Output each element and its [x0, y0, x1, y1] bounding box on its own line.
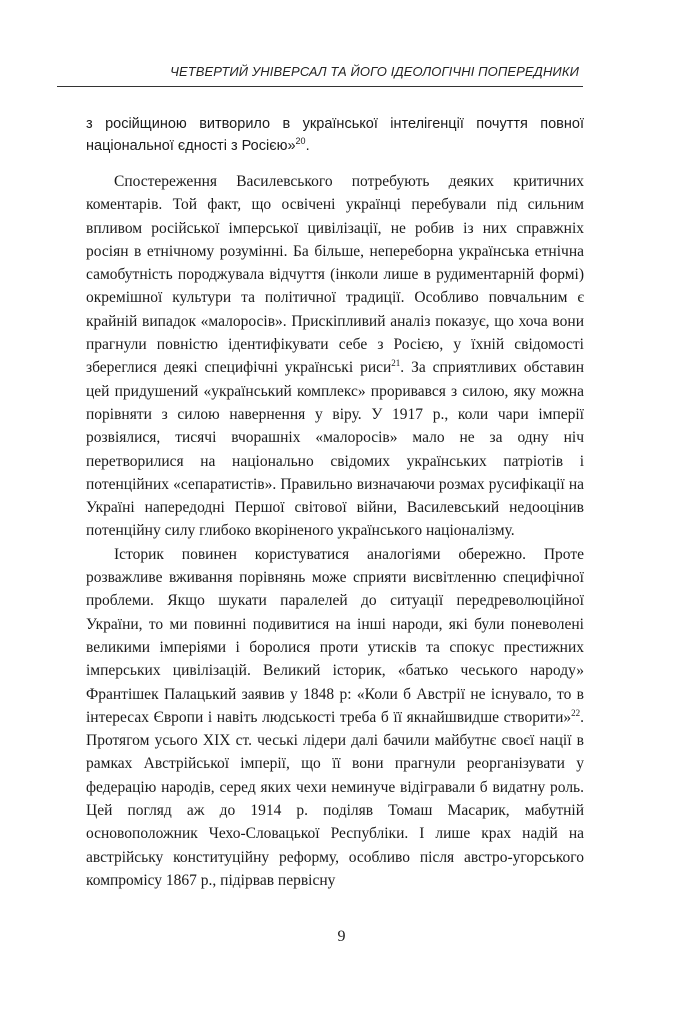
footnote-ref-22: 22 — [571, 707, 581, 718]
paragraph-2 — [86, 543, 584, 892]
paragraph-1-part-2: . За сприятливих обставин цей придушений «український комплекс» проривався з силою, яку можна порівняти з силою навернення у віру. У 1917 р., коли чари імперії розвіялися, тисячі вчорашніх «малоросів» мало не за одну ніч перетворилися на національно свідомих українських патріотів і потенційних «сепаратистів». Правильно визначаючи розмах русифікації на Україні напередодні Першої світової війни, Василевський недооцінив потенційну силу глибоко вкоріненого українського націоналізму. — [86, 359, 585, 540]
main-text — [86, 170, 584, 892]
page-number: 9 — [337, 928, 346, 945]
quote-continuation: з російщиною витворило в української інтелігенції почуття повної національної єдності з Росією»$^{20}$. — [86, 116, 584, 154]
paragraph-2-part-1: Історик повинен користуватися аналогіями обережно. Проте розважливе вживання порівнянь може сприяти висвітленню специфічної проблеми. Якщо шукати паралелей до ситуації передреволюційної України, то ми повинні подивитися на інші народи, які були поневолені великими імперіями і боролися проти утисків та спокус престижних імперських цивілізацій. Великий історик, «батько чеського народу» Франтішек Палацький заявив у 1848 р: «Коли б Австрії не існувало, то в інтересах Європи і навіть людськості треба б її якнайшвидше створити» — [86, 545, 584, 726]
paragraph-1 — [86, 170, 584, 543]
header-rule — [57, 86, 583, 87]
footnote-ref-21: 21 — [391, 358, 401, 369]
footnote-ref-20: 20 — [295, 136, 306, 147]
paragraph-1-part-1: Спостереження Василевського потребують деяких критичних коментарів. Той факт, що освічені українці перебували під сильним впливом російської імперської цивілізації, не робив із них справжніх росіян в етнічному розумінні. Ба більше, непереборна українська етнічна самобутність породжувала відчуття (інколи лише в рудиментарній формі) окремішної культури та політичної традиції. Особливо повчальним є крайній випадок «малоросів». Прискіпливий аналіз показує, що хоча вони прагнули повністю ідентифікувати себе з Росією, у їхній свідомості збереглися деякі специфічні українські риси — [86, 173, 584, 377]
running-header: ЧЕТВЕРТИЙ УНІВЕРСАЛ ТА ЙОГО ІДЕОЛОГІЧНІ ПОПЕРЕДНИКИ — [170, 64, 579, 79]
paragraph-2-part-2: . Протягом усього XIX ст. чеські лідери далі бачили майбутнє своєї нації в рамках Австрійської імперії, що її вони прагнули реорганізувати у федерацію народів, серед яких чехи неминуче відігравали б видатну роль. Цей погляд аж до 1914 р. поділяв Томаш Масарик, мабутній основоположник Чехо-Словацької Республіки. І лише крах надій на австрійську конституційну реформу, особливо після австро-угорського компромісу 1867 р., підірвав первісну — [86, 708, 584, 889]
quote-text: з російщиною витворило в української інтелігенції почуття повної національної єдності з Росією» — [86, 116, 584, 154]
